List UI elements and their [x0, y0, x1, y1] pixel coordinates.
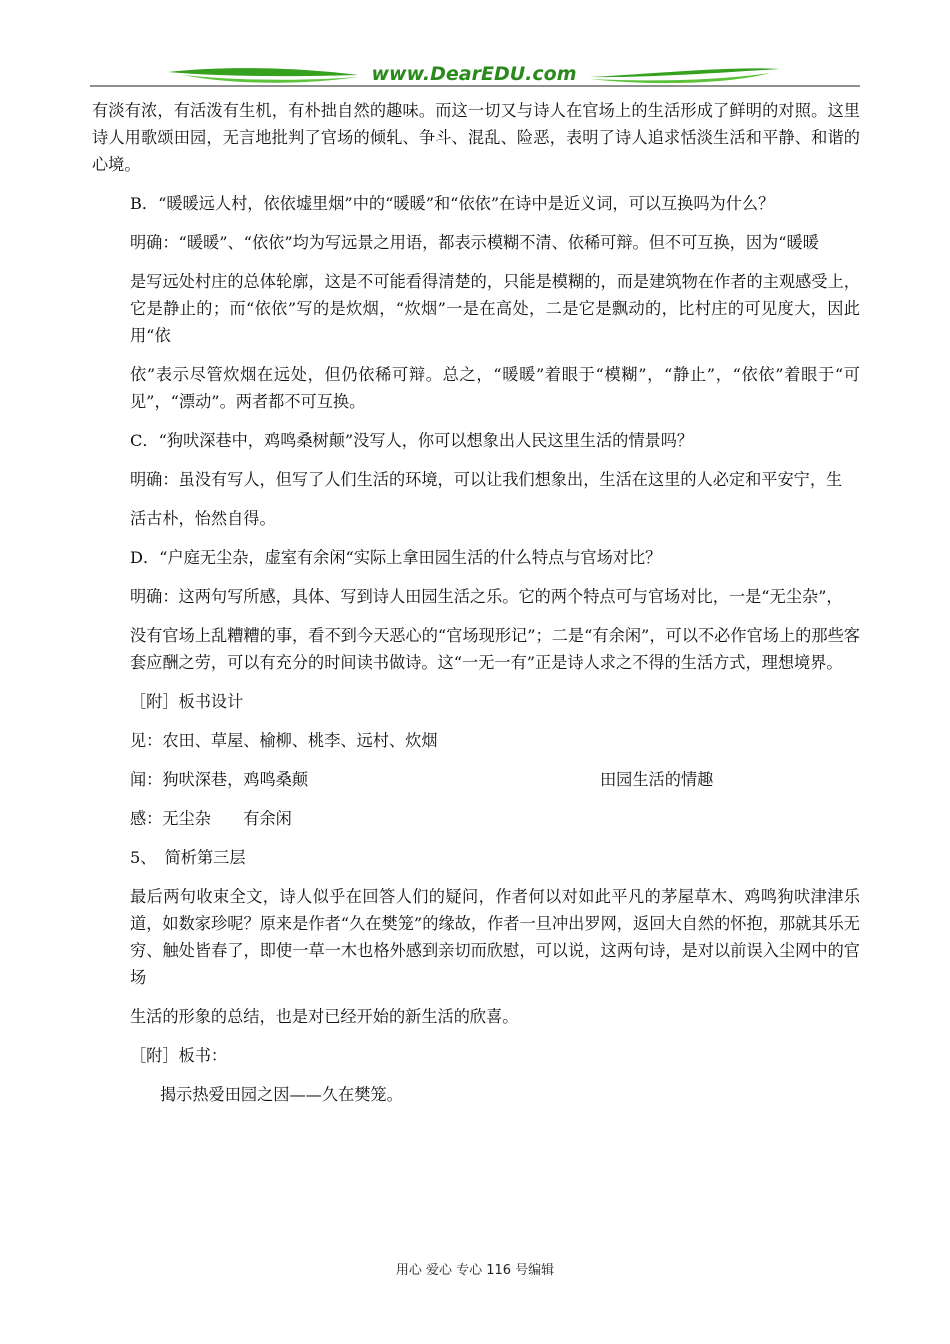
board-design-heading: ［附］板书设计 [130, 692, 244, 711]
board-line-hear [92, 766, 860, 793]
answer-d-1: 明确：这两句写所感，具体、写到诗人田园生活之乐。它的两个特点可与官场对比，一是“无尘杂”， [130, 587, 843, 606]
page-footer: 用心 爱心 专心 116 号编辑 [395, 1263, 555, 1278]
site-url: www.DearEDU.com [371, 63, 577, 85]
question-d: D．“户庭无尘杂，虚室有余闲“实际上拿田园生活的什么特点与官场对比？ [130, 548, 662, 567]
board-summary: 揭示热爱田园之因——久在樊笼。 [160, 1085, 403, 1104]
left-swoosh-icon [168, 68, 358, 76]
answer-b-3: 依”表示尽管炊烟在远处，但仍依稀可辩。总之，“暖暖”着眼于“模糊”，“静止”，“依依”着眼于“可见”，“漂动”。两者都不可互换。 [130, 365, 860, 411]
document-body [92, 97, 860, 1120]
header-logo-banner [90, 56, 860, 92]
answer-d-2: 没有官场上乱糟糟的事，看不到今天恶心的“官场现形记”；二是“有余闲”，可以不必作官场上的那些客套应酬之劳，可以有充分的时间读书做诗。这“一无一有”正是诗人求之不得的生活方式，理想境界。 [130, 626, 860, 672]
question-b: B．“暖暖远人村，依依墟里烟”中的“暖暖”和“依依”在诗中是近义词，可以互换吗为什么？ [130, 194, 775, 213]
page-header [90, 56, 860, 92]
answer-c-2: 活古朴，怡然自得。 [130, 509, 276, 528]
board-heading: ［附］板书： [130, 1046, 228, 1065]
board-line-hear-left: 闻：狗吠深巷，鸡鸣桑颠 [130, 770, 309, 789]
answer-c-1: 明确：虽没有写人，但写了人们生活的环境，可以让我们想象出，生活在这里的人必定和平安宁，生 [130, 470, 843, 489]
paragraph-1: 有淡有浓，有活泼有生机，有朴拙自然的趣味。而这一切又与诗人在官场上的生活形成了鲜明的对照。这里诗人用歌颂田园，无言地批判了官场的倾轧、争斗、混乱、险恶，表明了诗人追求恬淡生活和平静、和谐的心境。 [92, 101, 860, 174]
board-line-hear-right: 田园生活的情趣 [600, 770, 714, 789]
left-swoosh-shadow-icon [182, 75, 358, 83]
board-line-feel: 感：无尘杂 有余闲 [130, 809, 292, 828]
section-5-paragraph-1: 最后两句收束全文，诗人似乎在回答人们的疑问，作者何以对如此平凡的茅屋草木、鸡鸣狗吠津津乐道，如数家珍呢？原来是作者“久在樊笼”的缘故，作者一旦冲出罗网，返回大自然的怀抱，那就其乐无穷、触处皆春了，即使一草一木也格外感到亲切而欣慰，可以说，这两句诗，是对以前误入尘网中的官场 [130, 887, 860, 987]
answer-b-2: 是写远处村庄的总体轮廓，这是不可能看得清楚的，只能是模糊的，而是建筑物在作者的主观感受上，它是静止的；而“依依”写的是炊烟，“炊烟”一是在高处，二是它是飘动的，比村庄的可见度大，因此用“依 [130, 272, 860, 345]
board-line-see: 见：农田、草屋、榆柳、桃李、远村、炊烟 [130, 731, 438, 750]
question-c: C．“狗吠深巷中，鸡鸣桑树颠”没写人，你可以想象出人民这里生活的情景吗？ [130, 431, 694, 450]
section-5-paragraph-2: 生活的形象的总结，也是对已经开始的新生活的欣喜。 [130, 1007, 519, 1026]
answer-b-1: 明确：“暖暖”、“依依”均为写远景之用语，都表示模糊不清、依稀可辩。但不可互换，因为“暖暖 [130, 233, 819, 252]
section-5-heading: 5、 简析第三层 [130, 848, 246, 867]
